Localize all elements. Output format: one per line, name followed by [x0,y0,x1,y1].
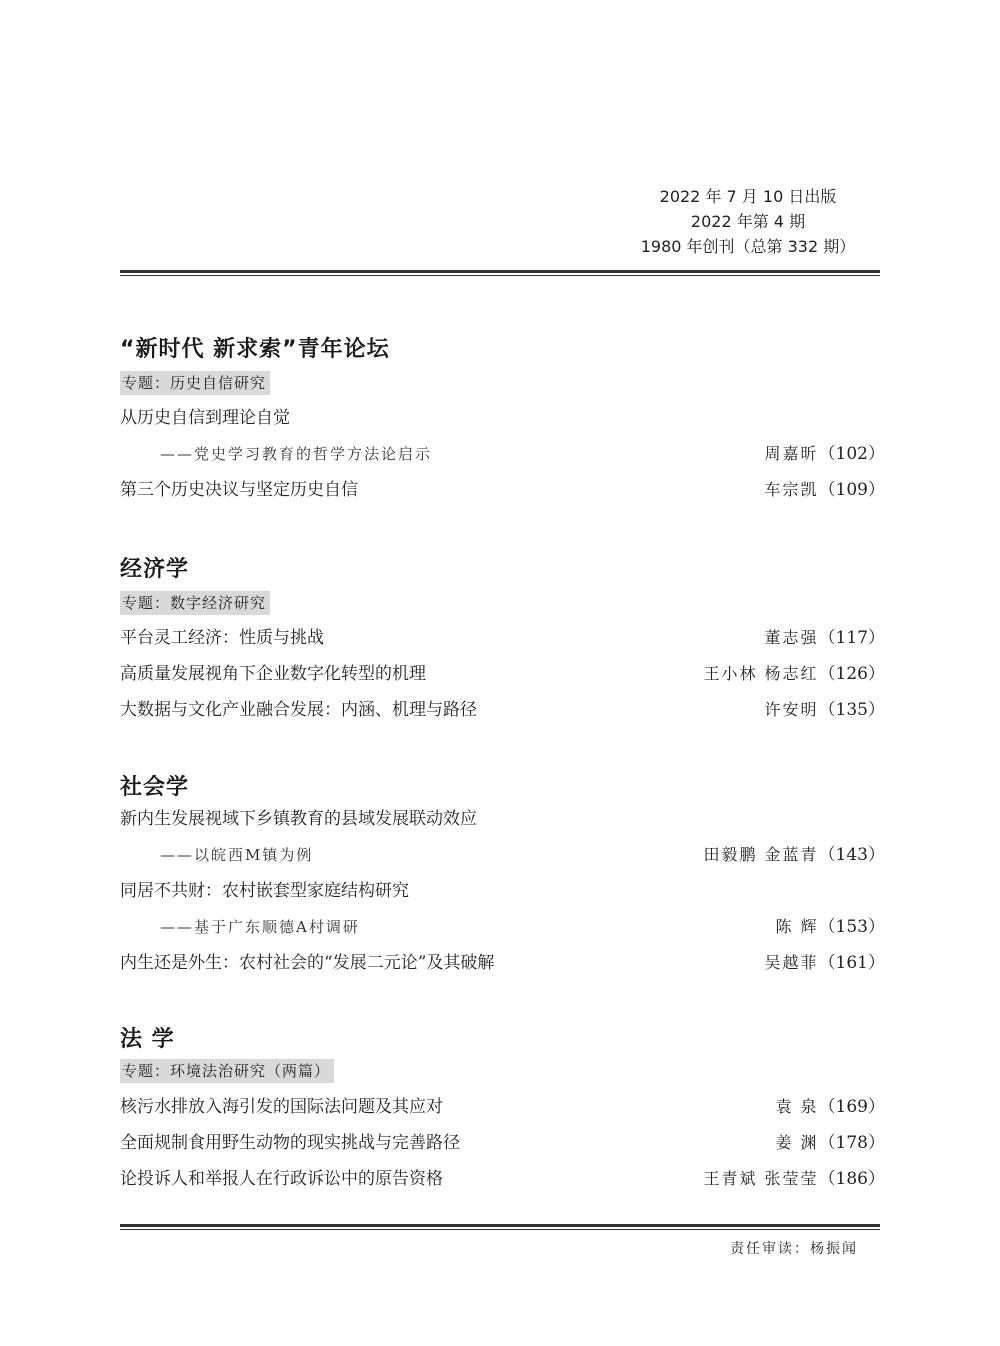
author-names: 袁 泉 [775,1097,819,1116]
section-title-sociology: 社会学 [120,775,190,800]
page-number: （102） [818,444,885,464]
article-title: 从历史自信到理论自觉 [120,408,290,428]
page-number: （109） [818,480,885,500]
author-names: 王青斌 张莹莹 [703,1169,819,1188]
author-names: 田毅鹏 金蓝青 [703,845,819,864]
article-authors [765,951,885,975]
author-names: 董志强 [764,628,819,647]
toc-entry[interactable] [120,478,885,502]
page-number: （126） [818,664,885,684]
article-title: 核污水排放入海引发的国际法问题及其应对 [120,1097,443,1117]
page-number: （178） [818,1133,885,1153]
founding-info: 1980 年创刊（总第 332 期） [640,237,856,256]
article-title: 平台灵工经济：性质与挑战 [120,628,324,648]
author-names: 周嘉昕 [764,444,819,463]
section-title-law: 法 学 [120,1027,175,1052]
toc-entry[interactable] [120,951,885,975]
article-title: 第三个历史决议与坚定历史自信 [120,480,358,500]
article-authors [775,915,885,939]
page-number: （143） [818,845,885,865]
page-number: （161） [818,953,885,973]
article-authors [765,478,885,502]
toc-entry[interactable] [120,1131,885,1155]
page-number: （153） [818,917,885,937]
page-number: （135） [818,700,885,720]
toc-entry[interactable] [120,1095,885,1119]
topic-label-forum: 专题：历史自信研究 [120,371,270,395]
section-title-economics: 经济学 [120,557,190,582]
author-names: 陈 辉 [775,917,819,936]
author-names: 吴越菲 [764,953,819,972]
topic-label-law: 专题：环境法治研究（两篇） [120,1059,334,1083]
author-names: 车宗凯 [764,480,819,499]
section-title-forum: “新时代 新求索”青年论坛 [120,337,390,362]
toc-entry[interactable] [120,406,885,430]
toc-entry[interactable] [120,698,885,722]
article-authors [703,662,885,686]
article-authors [765,698,885,722]
toc-entry[interactable] [120,807,885,831]
toc-entry[interactable] [120,662,885,686]
toc-entry[interactable] [120,626,885,650]
author-names: 王小林 杨志红 [703,664,819,683]
page-number: （117） [818,628,885,648]
toc-entry[interactable] [120,1167,885,1191]
article-authors [775,1131,885,1155]
article-title: 论投诉人和举报人在行政诉讼中的原告资格 [120,1169,443,1189]
article-authors [765,626,885,650]
topic-label-economics: 专题：数字经济研究 [120,591,270,615]
article-authors [765,442,885,466]
toc-entry-subtitle[interactable] [120,915,885,939]
publication-info [558,184,878,259]
article-title: 全面规制食用野生动物的现实挑战与完善路径 [120,1133,460,1153]
page-number: （169） [818,1097,885,1117]
article-title: 高质量发展视角下企业数字化转型的机理 [120,664,426,684]
page-number: （186） [818,1169,885,1189]
article-title: 新内生发展视域下乡镇教育的县域发展联动效应 [120,809,477,829]
article-subtitle: ——基于广东顺德A村调研 [160,918,360,936]
footer-divider [120,1224,880,1230]
article-authors [703,843,885,867]
author-names: 许安明 [764,700,819,719]
responsible-reviewer: 责任审读：杨振闻 [730,1241,858,1257]
article-authors [703,1167,885,1191]
article-title: 同居不共财：农村嵌套型家庭结构研究 [120,881,409,901]
article-subtitle: ——以皖西M镇为例 [160,846,314,864]
author-names: 姜 渊 [775,1133,819,1152]
article-authors [775,1095,885,1119]
article-subtitle: ——党史学习教育的哲学方法论启示 [160,445,433,463]
header-divider [120,270,880,276]
article-title: 内生还是外生：农村社会的“发展二元论”及其破解 [120,953,495,973]
toc-entry-subtitle[interactable] [120,843,885,867]
publication-date: 2022 年 7 月 10 日出版 [659,187,837,206]
issue-number: 2022 年第 4 期 [690,212,806,231]
toc-entry[interactable] [120,879,885,903]
toc-entry-subtitle[interactable] [120,442,885,466]
article-title: 大数据与文化产业融合发展：内涵、机理与路径 [120,700,477,720]
